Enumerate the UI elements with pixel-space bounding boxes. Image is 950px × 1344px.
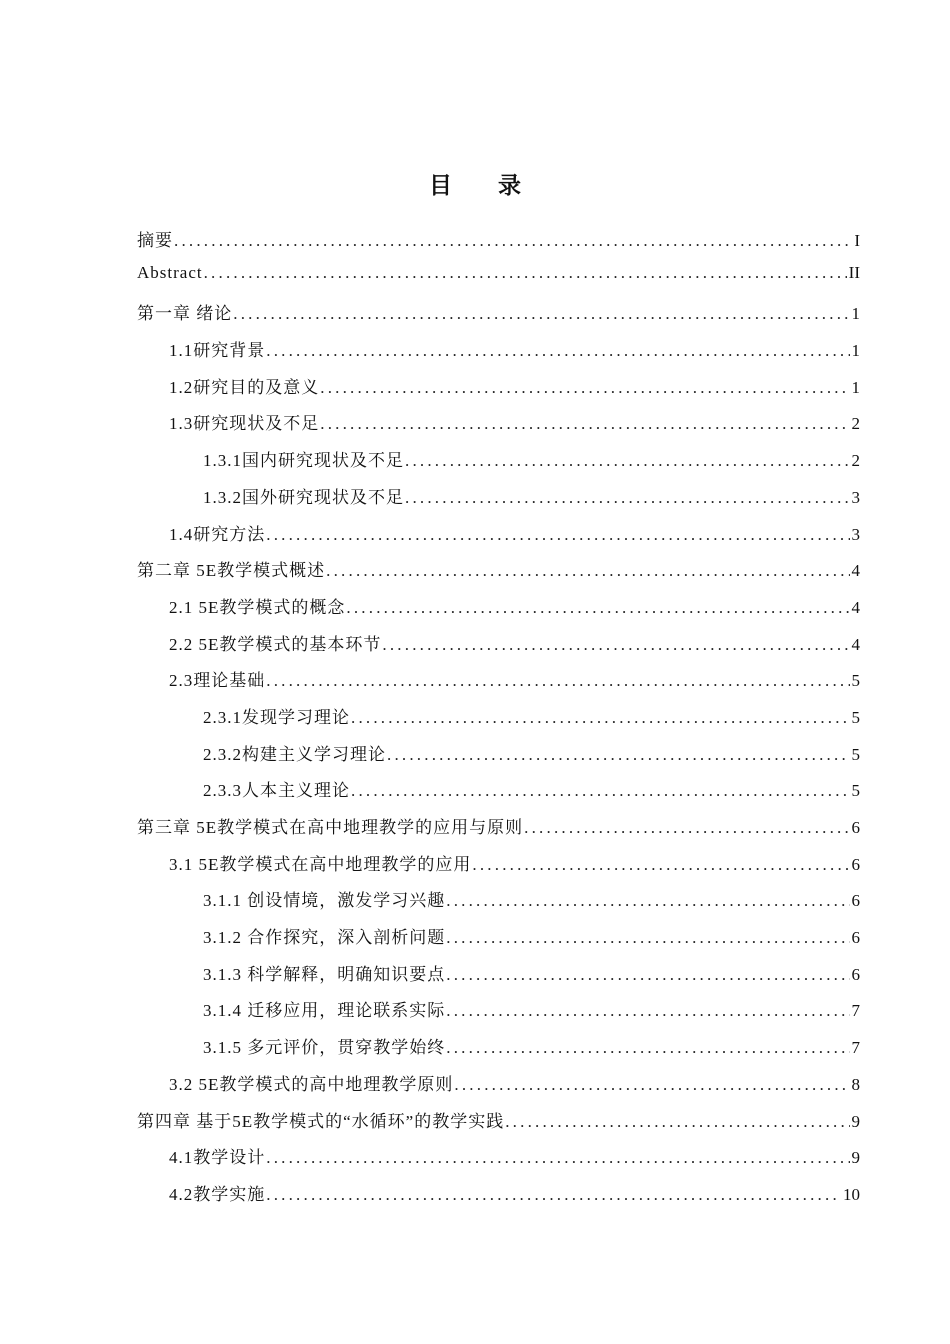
toc-entry-2-3-2[interactable]: [137, 740, 860, 777]
toc-entry-2-1[interactable]: [137, 593, 860, 630]
toc-entry-page: 7: [851, 1001, 860, 1021]
toc-entry-page: 2: [851, 414, 860, 434]
toc-entry-1-1[interactable]: [137, 336, 860, 373]
toc-entry-page: 5: [851, 744, 860, 764]
dot-leader: [405, 451, 850, 471]
toc-entry-text: 3.1.3 科学解释，明确知识要点: [203, 964, 446, 984]
toc-entry-4-2[interactable]: [137, 1180, 860, 1217]
toc-entry-text: 1.3研究现状及不足: [169, 414, 320, 434]
dot-leader: [233, 304, 849, 324]
dot-leader: [446, 1038, 849, 1058]
dot-leader: [266, 1185, 841, 1205]
dot-leader: [472, 855, 849, 875]
toc-entry-text: 3.2 5E教学模式的高中地理教学原则: [169, 1074, 454, 1094]
toc-entry-text: 3.1 5E教学模式在高中地理教学的应用: [169, 854, 472, 874]
toc-entry-page: 4: [851, 634, 860, 654]
toc-entry-page: 7: [851, 1038, 860, 1058]
dot-leader: [446, 928, 849, 948]
toc-entry-text: 2.3.2构建主义学习理论: [203, 744, 386, 764]
toc-entry-page: 6: [851, 891, 860, 911]
toc-entry-abstract-cn[interactable]: [137, 226, 860, 263]
toc-entry-text: 1.2研究目的及意义: [169, 377, 320, 397]
toc-entry-1-2[interactable]: [137, 373, 860, 410]
dot-leader: [266, 341, 849, 361]
toc-entry-page: 4: [851, 597, 860, 617]
toc-entry-chapter-1[interactable]: [137, 299, 860, 336]
toc-entry-text: Abstract: [137, 262, 203, 282]
toc-entry-page: 6: [851, 854, 860, 874]
toc-entry-page: 6: [851, 818, 860, 837]
toc-entry-page: 8: [851, 1074, 860, 1094]
toc-entry-page: 1: [851, 377, 860, 397]
dot-leader: [326, 561, 849, 581]
dot-leader: [446, 891, 849, 911]
dot-leader: [320, 414, 849, 434]
toc-entry-text: 3.1.2 合作探究，深入剖析问题: [203, 928, 446, 948]
toc-entry-page: 5: [851, 781, 860, 801]
toc-entry-text: 1.3.1国内研究现状及不足: [203, 451, 404, 471]
toc-entry-text: 1.4研究方法: [169, 524, 266, 544]
toc-entry-page: 3: [851, 524, 860, 544]
dot-leader: [174, 231, 852, 251]
toc-entry-text: 2.3.3人本主义理论: [203, 781, 350, 801]
toc-entry-2-3-3[interactable]: [137, 776, 860, 813]
toc-entry-text: 1.1研究背景: [169, 341, 266, 361]
dot-leader: [204, 263, 847, 283]
toc-entry-page: 2: [851, 451, 860, 471]
toc-entry-text: 4.2教学实施: [169, 1184, 266, 1204]
toc-entry-3-1-2[interactable]: [137, 923, 860, 960]
toc-entry-1-3[interactable]: [137, 409, 860, 446]
toc-entry-text: 2.2 5E教学模式的基本环节: [169, 634, 382, 654]
toc-entry-1-4[interactable]: [137, 520, 860, 557]
toc-entry-3-1[interactable]: [137, 850, 860, 887]
dot-leader: [266, 671, 849, 691]
toc-entry-abstract-en[interactable]: [137, 263, 860, 300]
toc-entry-3-1-4[interactable]: [137, 996, 860, 1033]
dot-leader: [387, 745, 850, 765]
toc-entry-page: 4: [851, 561, 860, 581]
toc-entry-1-3-2[interactable]: [137, 483, 860, 520]
toc-entry-chapter-2[interactable]: [137, 556, 860, 593]
toc-entry-page: 6: [851, 964, 860, 984]
toc-entry-page: 9: [851, 1148, 860, 1168]
toc-entry-page: 1: [851, 304, 860, 324]
toc-entry-text: 1.3.2国外研究现状及不足: [203, 487, 404, 507]
toc-entry-page: 10: [843, 1184, 860, 1204]
toc-entry-text: 3.1.1 创设情境，激发学习兴趣: [203, 891, 446, 911]
toc-entry-page: 6: [851, 928, 860, 948]
toc-entry-text: 4.1教学设计: [169, 1148, 266, 1168]
toc-entry-page: 3: [851, 487, 860, 507]
dot-leader: [405, 488, 850, 508]
toc-entry-chapter-3[interactable]: [137, 813, 860, 850]
toc-entry-text: 摘要: [137, 231, 173, 250]
toc-entry-4-1[interactable]: [137, 1143, 860, 1180]
dot-leader: [266, 1148, 849, 1168]
dot-leader: [351, 781, 850, 801]
toc-entry-page: 5: [851, 707, 860, 727]
toc-entry-2-3[interactable]: [137, 666, 860, 703]
toc-entry-text: 第一章 绪论: [137, 304, 233, 324]
toc-entry-text: 2.3理论基础: [169, 671, 266, 691]
toc-entry-2-3-1[interactable]: [137, 703, 860, 740]
dot-leader: [351, 708, 850, 728]
dot-leader: [454, 1075, 849, 1095]
dot-leader: [505, 1112, 849, 1132]
dot-leader: [382, 635, 849, 655]
toc-entry-page: I: [854, 231, 860, 250]
toc-entry-text: 3.1.4 迁移应用，理论联系实际: [203, 1001, 446, 1021]
dot-leader: [320, 378, 849, 398]
toc-entry-page: 9: [851, 1111, 860, 1131]
toc-entry-page: 1: [851, 341, 860, 361]
toc-entry-1-3-1[interactable]: [137, 446, 860, 483]
toc-entry-text: 2.3.1发现学习理论: [203, 707, 350, 727]
toc-entry-chapter-4[interactable]: [137, 1107, 860, 1144]
dot-leader: [446, 1001, 849, 1021]
toc-entry-text: 3.1.5 多元评价，贯穿教学始终: [203, 1038, 446, 1058]
toc-entry-text: 第二章 5E教学模式概述: [137, 561, 326, 581]
dot-leader: [346, 598, 849, 618]
toc-entry-text: 2.1 5E教学模式的概念: [169, 597, 346, 617]
toc-entry-page: II: [848, 262, 860, 282]
dot-leader: [446, 965, 849, 985]
toc-entry-3-1-5[interactable]: [137, 1033, 860, 1070]
table-of-contents: [137, 226, 860, 1217]
toc-entry-text: 第三章 5E教学模式在高中地理教学的应用与原则: [137, 818, 524, 837]
toc-entry-3-1-3[interactable]: [137, 960, 860, 997]
toc-entry-3-1-1[interactable]: [137, 886, 860, 923]
toc-entry-text: 第四章 基于5E教学模式的“水循环”的教学实践: [137, 1111, 505, 1131]
dot-leader: [266, 525, 849, 545]
toc-entry-2-2[interactable]: [137, 630, 860, 667]
toc-entry-3-2[interactable]: [137, 1070, 860, 1107]
dot-leader: [524, 818, 849, 838]
page-title: 目 录: [429, 173, 521, 199]
toc-entry-page: 5: [851, 671, 860, 691]
